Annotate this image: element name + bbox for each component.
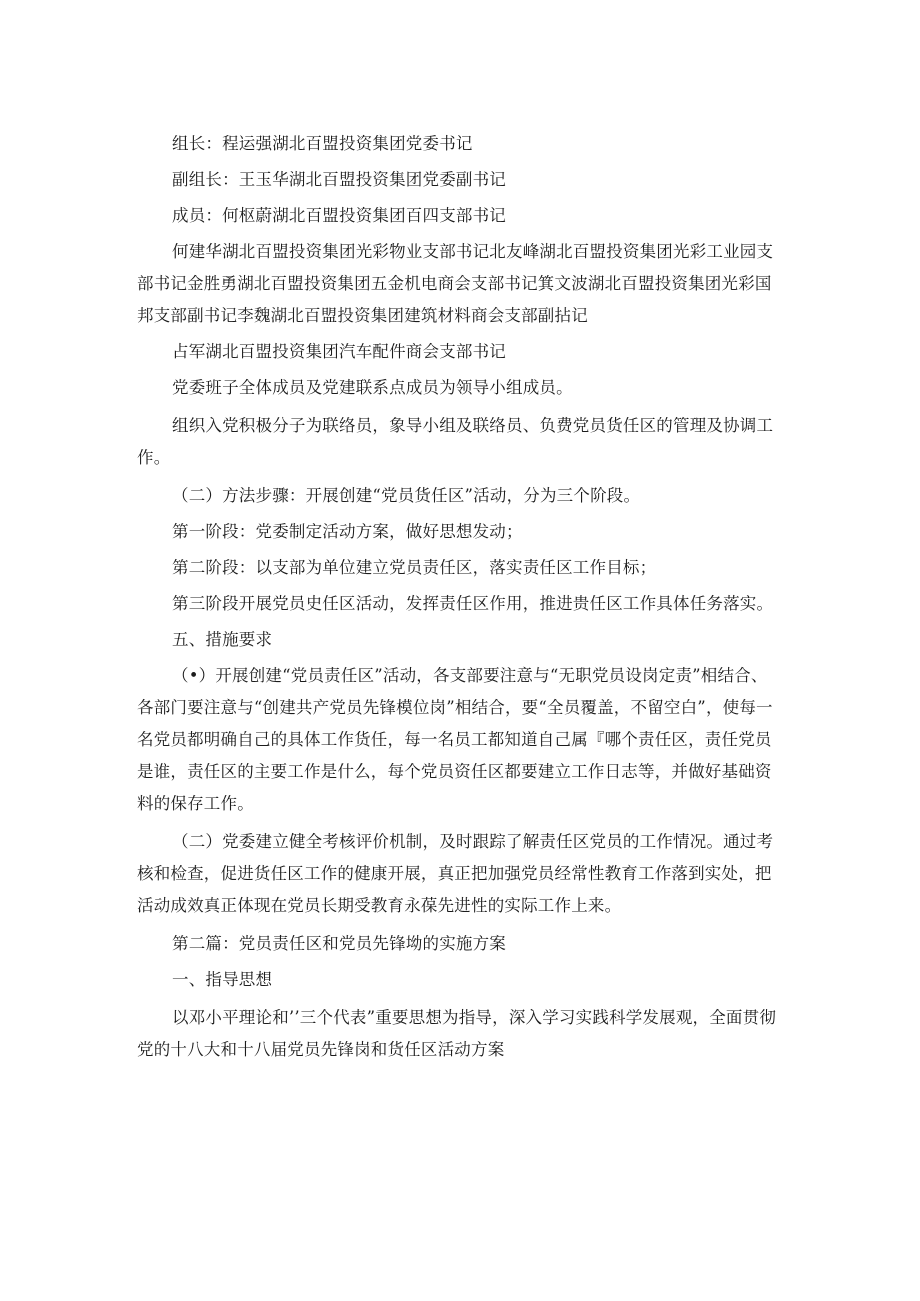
paragraph-measure-one: （•）开展创建“党员责任区”活动，各支部要注意与“无职党员设岗定责”相结合、各部门要注意与“创建共产党员先锋模位岗”相结合，要“全员覆盖，不留空白”，使每一名党员都明确自己的具体工作货任，每一名员工都知道自己属『哪个责任区，责任党员是谁，责任区的主要工作是什么，每个党员资任区都要建立工作日志等，并做好基础资料的保存工作。 xyxy=(137,666,773,813)
paragraph-method-steps: （二）方法步骤：开展创建“党员货任区”活动，分为三个阶段。 xyxy=(172,486,641,505)
section-heading-measures: 五、措施要求 xyxy=(172,630,273,649)
paragraph-liaison: 组织入党积极分子为联络员，象导小组及联络员、负费党员货任区的管理及协调工作。 xyxy=(137,416,774,467)
paragraph-guiding-thought: 以邓小平理论和’’三个代表”重要思想为指导，深入学习实践科学发展观，全面贯彻党的十八大和十八届党员先锋岗和货任区活动方案 xyxy=(137,1008,777,1059)
paragraph-deputy-leader: 副组长：王玉华湖北百盟投资集团党委副书记 xyxy=(172,170,506,189)
paragraph-stage-two: 第二阶段：以支部为单位建立党员责任区，落实责任区工作目标； xyxy=(172,558,657,577)
paragraph-leadership-members: 党委班子全体成员及党建联系点成员为领导小组成员。 xyxy=(172,378,573,397)
document-body xyxy=(137,128,782,1066)
paragraph-measure-two: （二）党委建立健全考核评价机制，及时跟踪了解责任区党员的工作情况。通过考核和检查，促进货任区工作的健康开展，真正把加强党员经常性教育工作落到实处，把活动成效真正体现在党员长期受教育永葆先进性的实际工作上来。 xyxy=(137,832,774,915)
paragraph-stage-one: 第一阶段：党委制定活动方案，做好思想发动； xyxy=(172,522,523,541)
paragraph-stage-three: 第三阶段开展党员史任区活动，发挥责任区作用，推进贵任区工作具体任务落实。 xyxy=(172,594,774,613)
paragraph-member-list-end: 占军湖北百盟投资集团汽车配件商会支部书记 xyxy=(172,342,506,361)
paragraph-members: 成员：何枢蔚湖北百盟投资集团百四支部书记 xyxy=(172,206,506,225)
section-heading-guiding-thought: 一、指导思想 xyxy=(172,970,273,989)
paragraph-member-list: 何建华湖北百盟投资集团光彩物业支部书记北友峰湖北百盟投资集团光彩工业园支部书记金胜勇湖北百盟投资集团五金机电商会支部书记箕文波湖北百盟投资集团光彩国邦支部副书记李魏湖北百盟投资集团建筑材料商会支部副拈记 xyxy=(137,242,774,325)
paragraph-group-leader: 组长：程运强湖北百盟投资集团党委书记 xyxy=(172,134,473,153)
section-heading-part-two: 第二篇：党员责任区和党员先锋坳的实施方案 xyxy=(172,934,506,953)
